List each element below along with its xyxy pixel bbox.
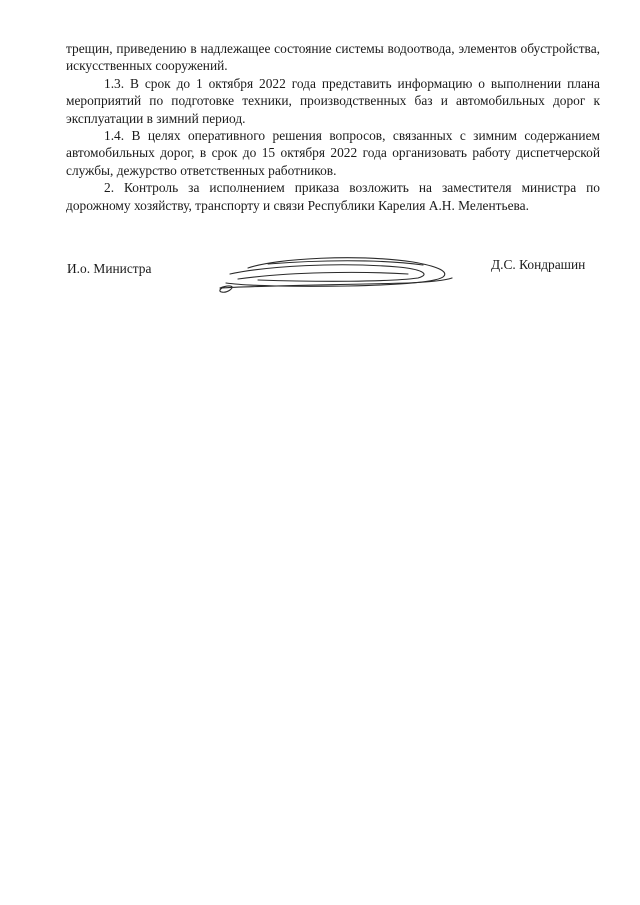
paragraph-2: 2. Контроль за исполнением приказа возложить на заместителя министра по дорожному хозяйству, транспорту и связи Республики Карелия А.Н. Мелентьева. (66, 180, 600, 213)
signatory-title: И.о. Министра (67, 261, 152, 276)
signatory-name: Д.С. Кондрашин (491, 257, 586, 272)
paragraph-continuation: трещин, приведению в надлежащее состояние системы водоотвода, элементов обустройства, искусственных сооружений. (66, 41, 600, 74)
document-body (66, 40, 600, 214)
handwritten-signature (208, 252, 458, 296)
paragraph-1-3: 1.3. В срок до 1 октября 2022 года представить информацию о выполнении плана мероприятий по подготовке техники, производственных баз и автомобильных дорог к эксплуатации в зимний период. (66, 75, 600, 126)
paragraph-1-4: 1.4. В целях оперативного решения вопросов, связанных с зимним содержанием автомобильных дорог, в срок до 15 октября 2022 года организовать работу диспетчерской службы, дежурство ответственных работников. (66, 128, 600, 178)
